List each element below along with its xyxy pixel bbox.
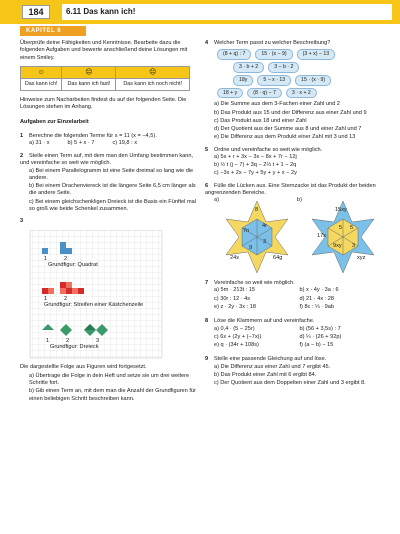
header-bar [0, 0, 400, 24]
item: a) Übertrage die Folge in dein Heft und setze sie um drei weitere Schritte fort. [29, 372, 190, 387]
exercise-text: Welcher Term passt zu welcher Beschreibung? [214, 40, 331, 46]
exercise-number: 7 [205, 280, 209, 287]
exercise-text: Berechne die folgenden Terme für x = 11 (x = −4,5). [29, 132, 157, 139]
exercise-text: Die dargestellte Folge aus Figuren wird fortgesetzt. [20, 363, 147, 370]
exercise-number: 1 [20, 132, 24, 139]
item: a) Bei einem Parallelogramm ist eine Seite dreimal so lang wie die andere. [29, 167, 194, 181]
star-value: 15xy [335, 207, 347, 214]
exercise-1 [20, 133, 200, 149]
exercise-number: 5 [205, 146, 209, 153]
star-value: 5 [339, 225, 343, 232]
star-value: 8 [255, 207, 259, 214]
term-box: (3 + x) − 13 [297, 49, 336, 60]
term-box: 15 · (x − 9) [255, 49, 292, 60]
fig-label: 2 [64, 255, 68, 262]
star-value: 7n [243, 228, 250, 235]
exercise-8 [205, 318, 385, 351]
item: e) Die Differenz aus dem Produkt einer Zahl mit 3 und 13 [214, 134, 356, 141]
exercise-6 [205, 183, 385, 276]
item: d) Der Quotient aus der Summe aus 8 und einer Zahl und 7 [214, 126, 362, 133]
fig-label: 3 [96, 337, 100, 344]
item: f) (a − b) − 15 [299, 342, 334, 349]
smiley-sad-icon: ☹ [116, 66, 190, 78]
term-box: (8 · q) − 7 [247, 88, 282, 99]
item: b) Das Produkt aus 15 und der Differenz aus einer Zahl und 9 [214, 109, 367, 116]
right-column [205, 40, 385, 392]
fig-label: 2 [66, 337, 70, 344]
exercise-2 [20, 153, 200, 213]
item: b) (56 + 3,5s) : 7 [299, 325, 341, 332]
fig-label: 1 [46, 337, 50, 344]
exercise-number: 3 [20, 218, 24, 225]
star-value: 3 [263, 239, 267, 246]
item: d) 21 · 4x : 28 [299, 295, 335, 302]
term-box: 3 − b · 2 [268, 62, 299, 73]
item: a) 5x + r + 3x − 3x − 8x + 7r − 12j [214, 153, 297, 160]
item: f) 8c : ⅓ · 9ab [299, 303, 335, 310]
fig-label: 2 [64, 295, 68, 302]
item: b) ½ t (j − 7) + 3q − 2⅓ t + 1 − 2q [214, 162, 297, 169]
exercise-number: 4 [205, 40, 209, 46]
exercise-text: Vereinfache so weit wie möglich. [214, 280, 295, 287]
term-box: 18 + y [217, 88, 243, 99]
item: a) 0,4 · (5 − 25r) [214, 325, 255, 332]
part-label: a) [214, 197, 219, 204]
item: d) ¼ · (26 + 92p) [299, 333, 342, 340]
smiley-label: Das kann ich fast! [62, 78, 116, 90]
item: a) Die Differenz aus einer Zahl und 7 ergibt 45. [214, 363, 331, 370]
exercise-text: Fülle die Lücken aus. Eine Sternzacke ist das Produkt der beiden angrenzenden Bereiche. [205, 182, 376, 196]
item: c) −3x + 2x − 7y + 5y + y + x − 2y [214, 170, 297, 177]
exercise-number: 9 [205, 356, 209, 363]
exercise-5 [205, 147, 385, 178]
item: a) 31 · x [29, 139, 50, 146]
star-value: 4r [262, 223, 267, 230]
part-label: b) [297, 197, 302, 204]
star-value: 9 [249, 245, 253, 252]
fig-label: 1 [44, 255, 48, 262]
smiley-label: Das kann ich noch nicht! [116, 78, 190, 90]
fig-caption: Grundfigur: Quadrat [48, 261, 98, 268]
exercise-text: Stelle eine passende Gleichung auf und löse. [214, 356, 327, 363]
star-value: 5 [350, 225, 354, 232]
exercise-text: Löse die Klammern auf und vereinfache. [214, 318, 315, 325]
star-value: xyz [357, 255, 366, 262]
item: c) 19,8 : x [112, 139, 137, 146]
star-figures [205, 197, 385, 275]
item: b) x · 4y · 3a : 6 [299, 287, 339, 294]
exercise-3 [20, 218, 200, 403]
star-value: 64g [273, 255, 283, 262]
item: b) Gib einen Term an, mit dem man die Anzahl der Grundfiguren für einen beliebigen Schritt beschreiben kann. [29, 388, 196, 402]
star-value: 24s [230, 255, 240, 262]
item: c) 30r : 12 · 4s [214, 295, 251, 302]
item: b) Bei einem Drachenviereck ist die längere Seite 6,5 cm länger als die andere Seite. [29, 183, 196, 197]
exercise-number: 6 [205, 182, 209, 189]
hint-text: Hinweise zum Nacharbeiten findest du auf der folgenden Seite. Die Lösungen stehen im Anhang. [20, 96, 187, 111]
item: a) Die Summe aus dem 3-Fachen einer Zahl und 2 [214, 101, 340, 108]
fig-label: 1 [44, 295, 48, 302]
star-value: 17x [317, 233, 327, 240]
fig-caption: Grundfigur: Streifen einer Kästchenzeile [44, 301, 144, 308]
exercise-text: Ordne und vereinfache so weit wie möglich. [214, 146, 323, 153]
chapter-tab: KAPITEL 6 [20, 26, 86, 36]
item: e) q · (34r + 108s) [214, 342, 259, 349]
intro-text: Überprüfe deine Fähigkeiten und Kenntnisse. Bearbeite dazu die folgenden Aufgaben und bewerte anschließend deine Lösungen mit einem Smiley. [20, 40, 188, 61]
section-title: Aufgaben zur Einzelarbeit [20, 119, 89, 126]
item: c) 6x + (2y + (−7x)) [214, 333, 262, 340]
exercise-text: Stelle einen Term auf, mit dem man den Umfang bestimmen kann, und vereinfache so weit wie möglich. [20, 153, 194, 167]
item: c) Der Quotient aus dem Doppelten einer Zahl und 3 ergibt 8. [214, 380, 366, 387]
item: c) Das Produkt aus 18 und einer Zahl [214, 117, 307, 124]
item: b) 5 + x · 7 [67, 139, 95, 146]
star-value: 3 [352, 243, 356, 250]
smiley-table [20, 66, 190, 91]
exercise-number: 2 [20, 153, 24, 160]
page-number: 184 [22, 5, 50, 19]
square-shape [42, 248, 48, 254]
pattern-figure [20, 230, 200, 360]
item: e) z · 2y · 3x : 18 [214, 303, 256, 310]
smiley-label: Das kann ich! [21, 78, 62, 90]
smiley-happy-icon: ☺ [21, 66, 62, 78]
exercise-9 [205, 356, 385, 387]
term-box: 3 · x + 2 [286, 88, 317, 99]
term-box: 18y [233, 75, 253, 86]
item: a) 5m · 213t : 15 [214, 287, 256, 294]
term-box: 5 − x · 13 [257, 75, 291, 86]
term-box: 15 · (x · 9) [295, 75, 331, 86]
smiley-neutral-icon: ☹ [62, 66, 116, 78]
star-value: 9xy [333, 243, 342, 250]
exercise-4 [205, 40, 385, 142]
exercise-number: 8 [205, 318, 209, 325]
item: b) Das Produkt einer Zahl mit 6 ergibt 84. [214, 371, 317, 378]
page-title: 6.11 Das kann ich! [62, 4, 392, 20]
item: c) Bei einem gleichschenkligen Dreieck ist die Basis ein Fünftel mal so groß wie beide Schenkel zusammen. [29, 198, 196, 212]
fig-caption: Grundfigur: Dreieck [50, 343, 99, 350]
term-box: 3 · b + 2 [233, 62, 264, 73]
left-column [20, 40, 200, 408]
term-box: (8 + q) : 7 [217, 49, 251, 60]
exercise-7 [205, 280, 385, 313]
